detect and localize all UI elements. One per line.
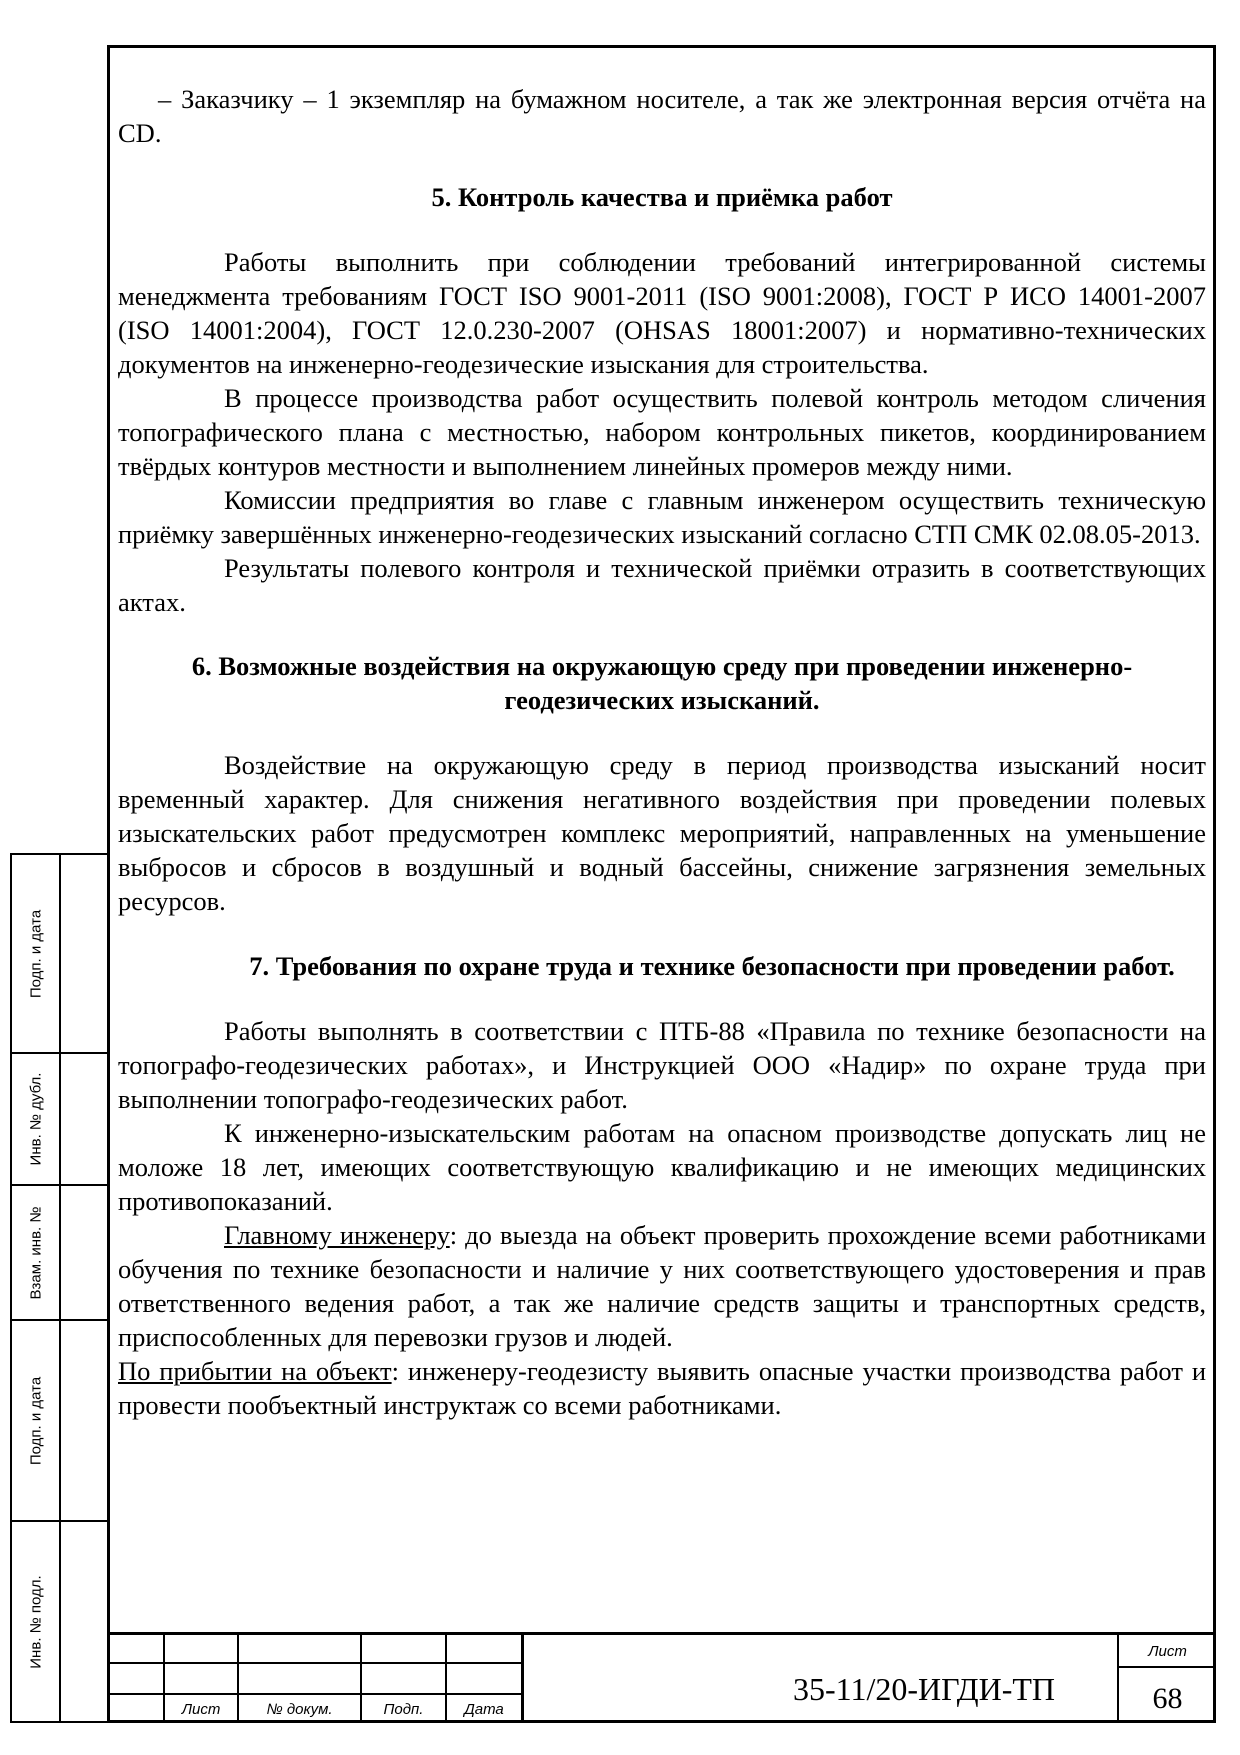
side-cell-signature-date-2	[10, 1319, 107, 1522]
sheet-number: 68	[1152, 1682, 1183, 1715]
col-label-doc-number: № докум.	[266, 1701, 333, 1718]
col-label-signature: Подп.	[383, 1701, 424, 1718]
paragraph-safety-rules: Работы выполнять в соответствии с ПТБ-88 «Правила по технике безопасности на топографо-геодезических работах», и Инструкцией ООО «Надир» по охране труда при выполнении топографо-геодезических работ.	[118, 1016, 1206, 1114]
document-code: 35-11/20-ИГДИ-ТП	[792, 1671, 1056, 1707]
document-body	[118, 82, 1206, 1422]
side-label-duplicate-inv: Инв. № дубл.	[27, 1072, 45, 1166]
section-heading-6: 6. Возможные воздействия на окружающую среду при проведении инженерно-геодезических изысканий.	[191, 651, 1133, 715]
paragraph-quality-standards: Работы выполнить при соблюдении требований интегрированной системы менеджмента требованиям ГОСТ ISO 9001-2011 (ISO 9001:2008), ГОСТ Р ИСО 14001-2007 (ISO 14001:2004), ГОСТ 12.0.230-2007 (OHSAS 18001:2007) и нормативно-технических документов на инженерно-геодезические изыскания для строительства.	[118, 247, 1206, 379]
paragraph-personnel: К инженерно-изыскательским работам на опасном производстве допускать лиц не моложе 18 лет, имеющих соответствующую квалификацию и не имеющих медицинских противопоказаний.	[118, 1118, 1206, 1216]
paragraph-commission: Комиссии предприятия во главе с главным инженером осуществить техническую приёмку завершённых инженерно-геодезических изысканий согласно СТП СМК 02.08.05-2013.	[118, 485, 1206, 549]
side-label-replacement-inv: Взам. инв. №	[27, 1206, 45, 1299]
paragraph-results: Результаты полевого контроля и технической приёмки отразить в соответствующих актах.	[118, 553, 1206, 617]
side-label-signature-date: Подп. и дата	[27, 909, 45, 998]
chief-engineer-label: Главному инженеру	[224, 1220, 450, 1250]
paragraph-chief-engineer	[118, 1218, 1206, 1354]
paragraph-environment: Воздействие на окружающую среду в период производства изысканий носит временный характер. Для снижения негативного воздействия при проведении полевых изыскательских работ предусмотрен комплекс мероприятий, направленных на уменьшение выбросов и сбросов в воздушный и водный бассейны, снижение загрязнения земельных ресурсов.	[118, 750, 1206, 916]
section-heading-7: 7. Требования по охране труда и технике безопасности при проведении работ.	[249, 951, 1175, 981]
side-cell-signature-date	[10, 853, 107, 1054]
chief-engineer-text: : до выезда на объект проверить прохождение всеми работниками обучения по технике безопасности и наличие у них соответствующего удостоверения и прав ответственного ведения работ, а так же наличие средств защиты и транспортных средств, приспособленных для перевозки грузов и людей.	[118, 1220, 1206, 1352]
side-cell-replacement-inv	[10, 1184, 107, 1321]
on-arrival-label: По прибытии на объект	[118, 1356, 392, 1386]
title-block	[107, 1632, 1216, 1723]
section-heading-5: 5. Контроль качества и приёмка работ	[431, 182, 893, 212]
col-label-date: Дата	[464, 1701, 504, 1718]
paragraph-field-control: В процессе производства работ осуществить полевой контроль методом сличения топографического плана с местностью, набором контрольных пикетов, координированием твёрдых контуров местности и выполнением линейных промеров между ними.	[118, 383, 1206, 481]
sheet-label: Лист	[1148, 1643, 1187, 1660]
side-cell-duplicate-inv	[10, 1052, 107, 1186]
side-label-original-inv: Инв. № подл.	[27, 1574, 45, 1669]
paragraph-recipients: – Заказчику – 1 экземпляр на бумажном носителе, а так же электронная версия отчёта на CD.	[118, 84, 1206, 148]
col-label-sheet: Лист	[181, 1701, 221, 1718]
side-stamp	[10, 853, 107, 1723]
side-cell-original-inv	[10, 1520, 107, 1723]
side-label-signature-date-2: Подп. и дата	[27, 1376, 45, 1465]
paragraph-on-arrival	[118, 1354, 1206, 1422]
on-arrival-text: : инженеру-геодезисту выявить опасные участки производства работ и провести пообъектный инструктаж со всеми работниками.	[118, 1356, 1206, 1420]
